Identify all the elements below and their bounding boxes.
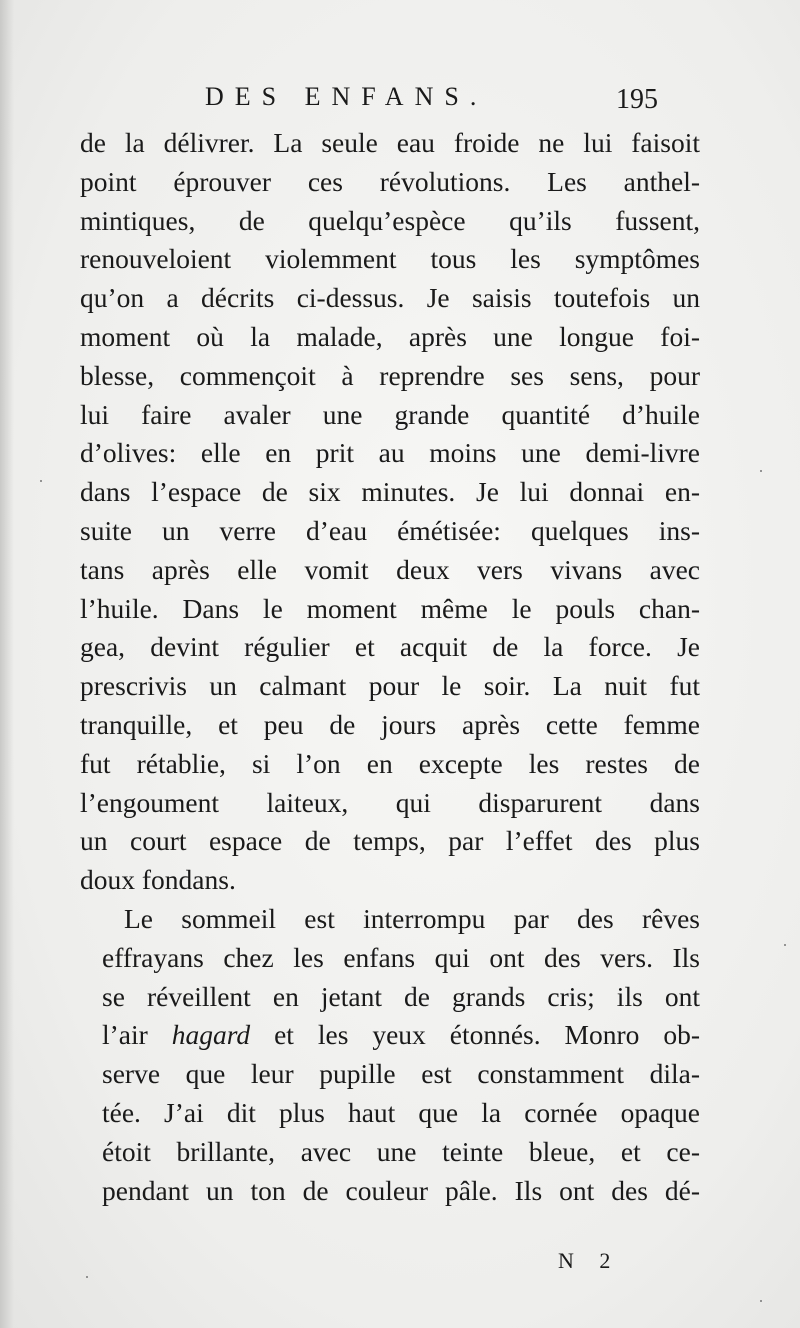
paragraph-start-line: Le sommeil est interrompu par des rêves	[124, 902, 700, 934]
text-line: dans l’espace de six minutes. Je lui donnai en-	[80, 476, 700, 508]
text-line: moment où la malade, après une longue foi-	[80, 320, 700, 352]
text-line: tée. J’ai dit plus haut que la cornée opaque	[102, 1096, 700, 1128]
text-line: qu’on a décrits ci-dessus. Je saisis toutefois un	[80, 282, 700, 314]
text-line: étoit brillante, avec une teinte bleue, et ce-	[102, 1135, 700, 1167]
text-line: effrayans chez les enfans qui ont des vers. Ils	[102, 941, 700, 973]
page-number: 195	[616, 84, 658, 115]
text-line: tranquille, et peu de jours après cette femme	[80, 708, 700, 740]
paper-speck	[86, 1276, 88, 1278]
paper-speck	[760, 470, 762, 472]
italic-word: hagard	[171, 1019, 251, 1051]
body-text	[80, 124, 700, 1210]
text-line: blesse, commençoit à reprendre ses sens, pour	[80, 359, 700, 391]
text-line: point éprouver ces révolutions. Les anthel-	[80, 165, 700, 197]
text-line: se réveillent en jetant de grands cris; ils ont	[102, 980, 700, 1012]
page-header	[0, 82, 800, 122]
text-line: fut rétablie, si l’on en excepte les restes de	[80, 747, 700, 779]
text-line: suite un verre d’eau émétisée: quelques ins-	[80, 514, 700, 546]
text-line: serve que leur pupille est constamment dila-	[102, 1058, 700, 1090]
text-line: tans après elle vomit deux vers vivans avec	[80, 553, 700, 585]
text-line-with-italic	[80, 1016, 700, 1055]
text-line: l’huile. Dans le moment même le pouls chan-	[80, 592, 700, 624]
paper-speck	[760, 1300, 762, 1302]
signature-mark: N 2	[558, 1248, 621, 1273]
text-fragment: et les yeux étonnés. Monro ob-	[250, 1019, 700, 1051]
text-line: gea, devint régulier et acquit de la force. Je	[80, 631, 700, 663]
text-line: renouveloient violemment tous les symptômes	[80, 243, 700, 275]
text-line: pendant un ton de couleur pâle. Ils ont des dé-	[102, 1174, 700, 1206]
text-fragment: l’air	[102, 1019, 172, 1051]
running-head: DES ENFANS.	[205, 82, 488, 111]
paper-speck	[784, 944, 786, 946]
text-line: d’olives: elle en prit au moins une demi-livre	[80, 437, 700, 469]
text-line: l’engoument laiteux, qui disparurent dans	[80, 786, 700, 818]
text-line: un court espace de temps, par l’effet des plus	[80, 825, 700, 857]
page-gutter-shadow	[0, 0, 14, 1328]
text-line: lui faire avaler une grande quantité d’huile	[80, 398, 700, 430]
text-line: de la délivrer. La seule eau froide ne lui faisoit	[80, 127, 700, 158]
paper-speck	[40, 480, 42, 482]
text-line: mintiques, de quelqu’espèce qu’ils fussent,	[80, 204, 700, 236]
text-line: doux fondans.	[80, 864, 236, 896]
text-line: prescrivis un calmant pour le soir. La nuit fut	[80, 670, 700, 702]
